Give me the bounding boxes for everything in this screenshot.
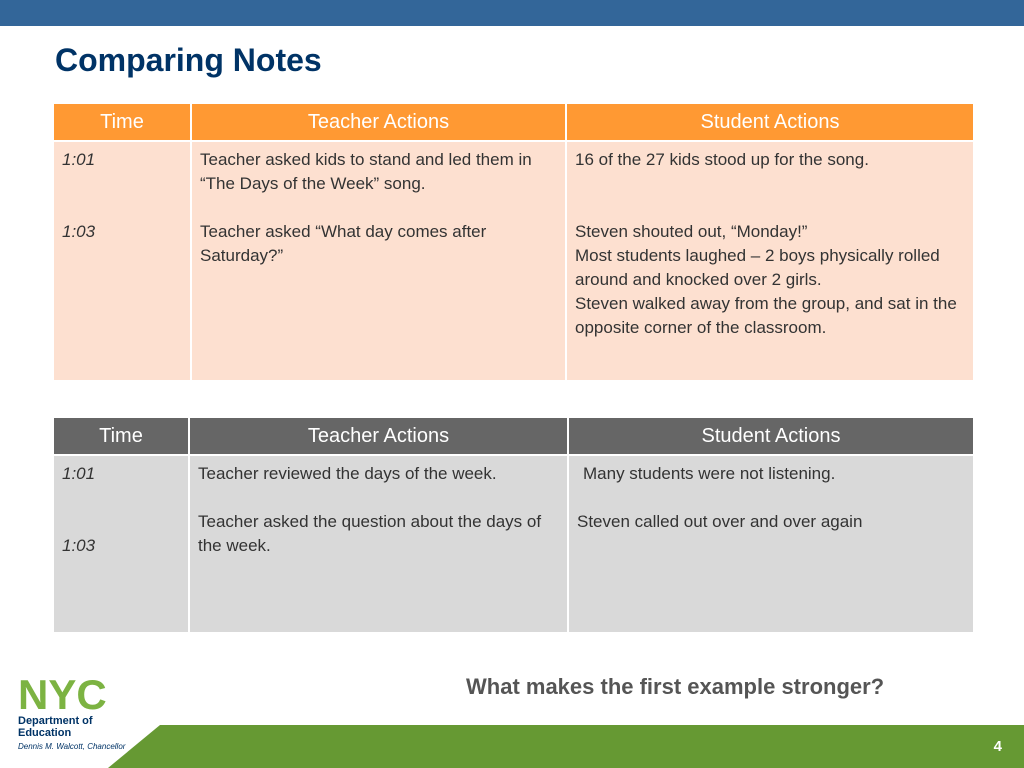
teacher-action: Teacher reviewed the days of the week.	[198, 464, 497, 483]
nyc-doe-logo	[18, 676, 128, 751]
teacher-action: Teacher asked kids to stand and led them in “The Days of the Week” song.	[200, 150, 532, 193]
time-value: 1:01	[62, 150, 96, 169]
student-action: Most students laughed – 2 boys physically rolled around and knocked over 2 girls.	[575, 246, 940, 289]
header-time: Time	[53, 417, 189, 455]
student-actions-cell	[566, 141, 974, 381]
student-action: Many students were not listening.	[583, 464, 836, 483]
table-header-row	[53, 103, 974, 141]
svg-text:NYC: NYC	[18, 676, 107, 712]
student-action: Steven shouted out, “Monday!”	[575, 222, 808, 241]
nyc-logo-icon	[18, 676, 122, 712]
student-actions-cell	[568, 455, 974, 633]
time-value: 1:03	[62, 222, 96, 241]
header-teacher-actions: Teacher Actions	[191, 103, 566, 141]
department-name: Department of Education	[18, 715, 93, 739]
header-time: Time	[53, 103, 191, 141]
notes-table-weak	[52, 416, 975, 634]
chancellor-name: Dennis M. Walcott, Chancellor	[18, 742, 126, 751]
top-bar	[0, 0, 1024, 26]
teacher-actions-cell	[191, 141, 566, 381]
header-student-actions: Student Actions	[568, 417, 974, 455]
header-student-actions: Student Actions	[566, 103, 974, 141]
discussion-question: What makes the first example stronger?	[466, 674, 885, 699]
page-number: 4	[993, 738, 1002, 755]
slide-title: Comparing Notes	[55, 42, 322, 78]
teacher-action: Teacher asked “What day comes after Saturday?”	[200, 222, 487, 265]
time-cell	[53, 455, 189, 633]
student-action: 16 of the 27 kids stood up for the song.	[575, 150, 869, 169]
student-action: Steven called out over and over again	[577, 512, 863, 531]
time-value: 1:03	[62, 536, 96, 555]
student-action: Steven walked away from the group, and sat in the opposite corner of the classroom.	[575, 294, 957, 337]
table-row	[53, 455, 974, 633]
time-cell	[53, 141, 191, 381]
table-header-row	[53, 417, 974, 455]
table-row	[53, 141, 974, 381]
time-value: 1:01	[62, 464, 96, 483]
teacher-action: Teacher asked the question about the days of the week.	[198, 512, 542, 555]
teacher-actions-cell	[189, 455, 568, 633]
header-teacher-actions: Teacher Actions	[189, 417, 568, 455]
notes-table-strong	[52, 102, 975, 382]
footer-bar	[0, 725, 1024, 768]
